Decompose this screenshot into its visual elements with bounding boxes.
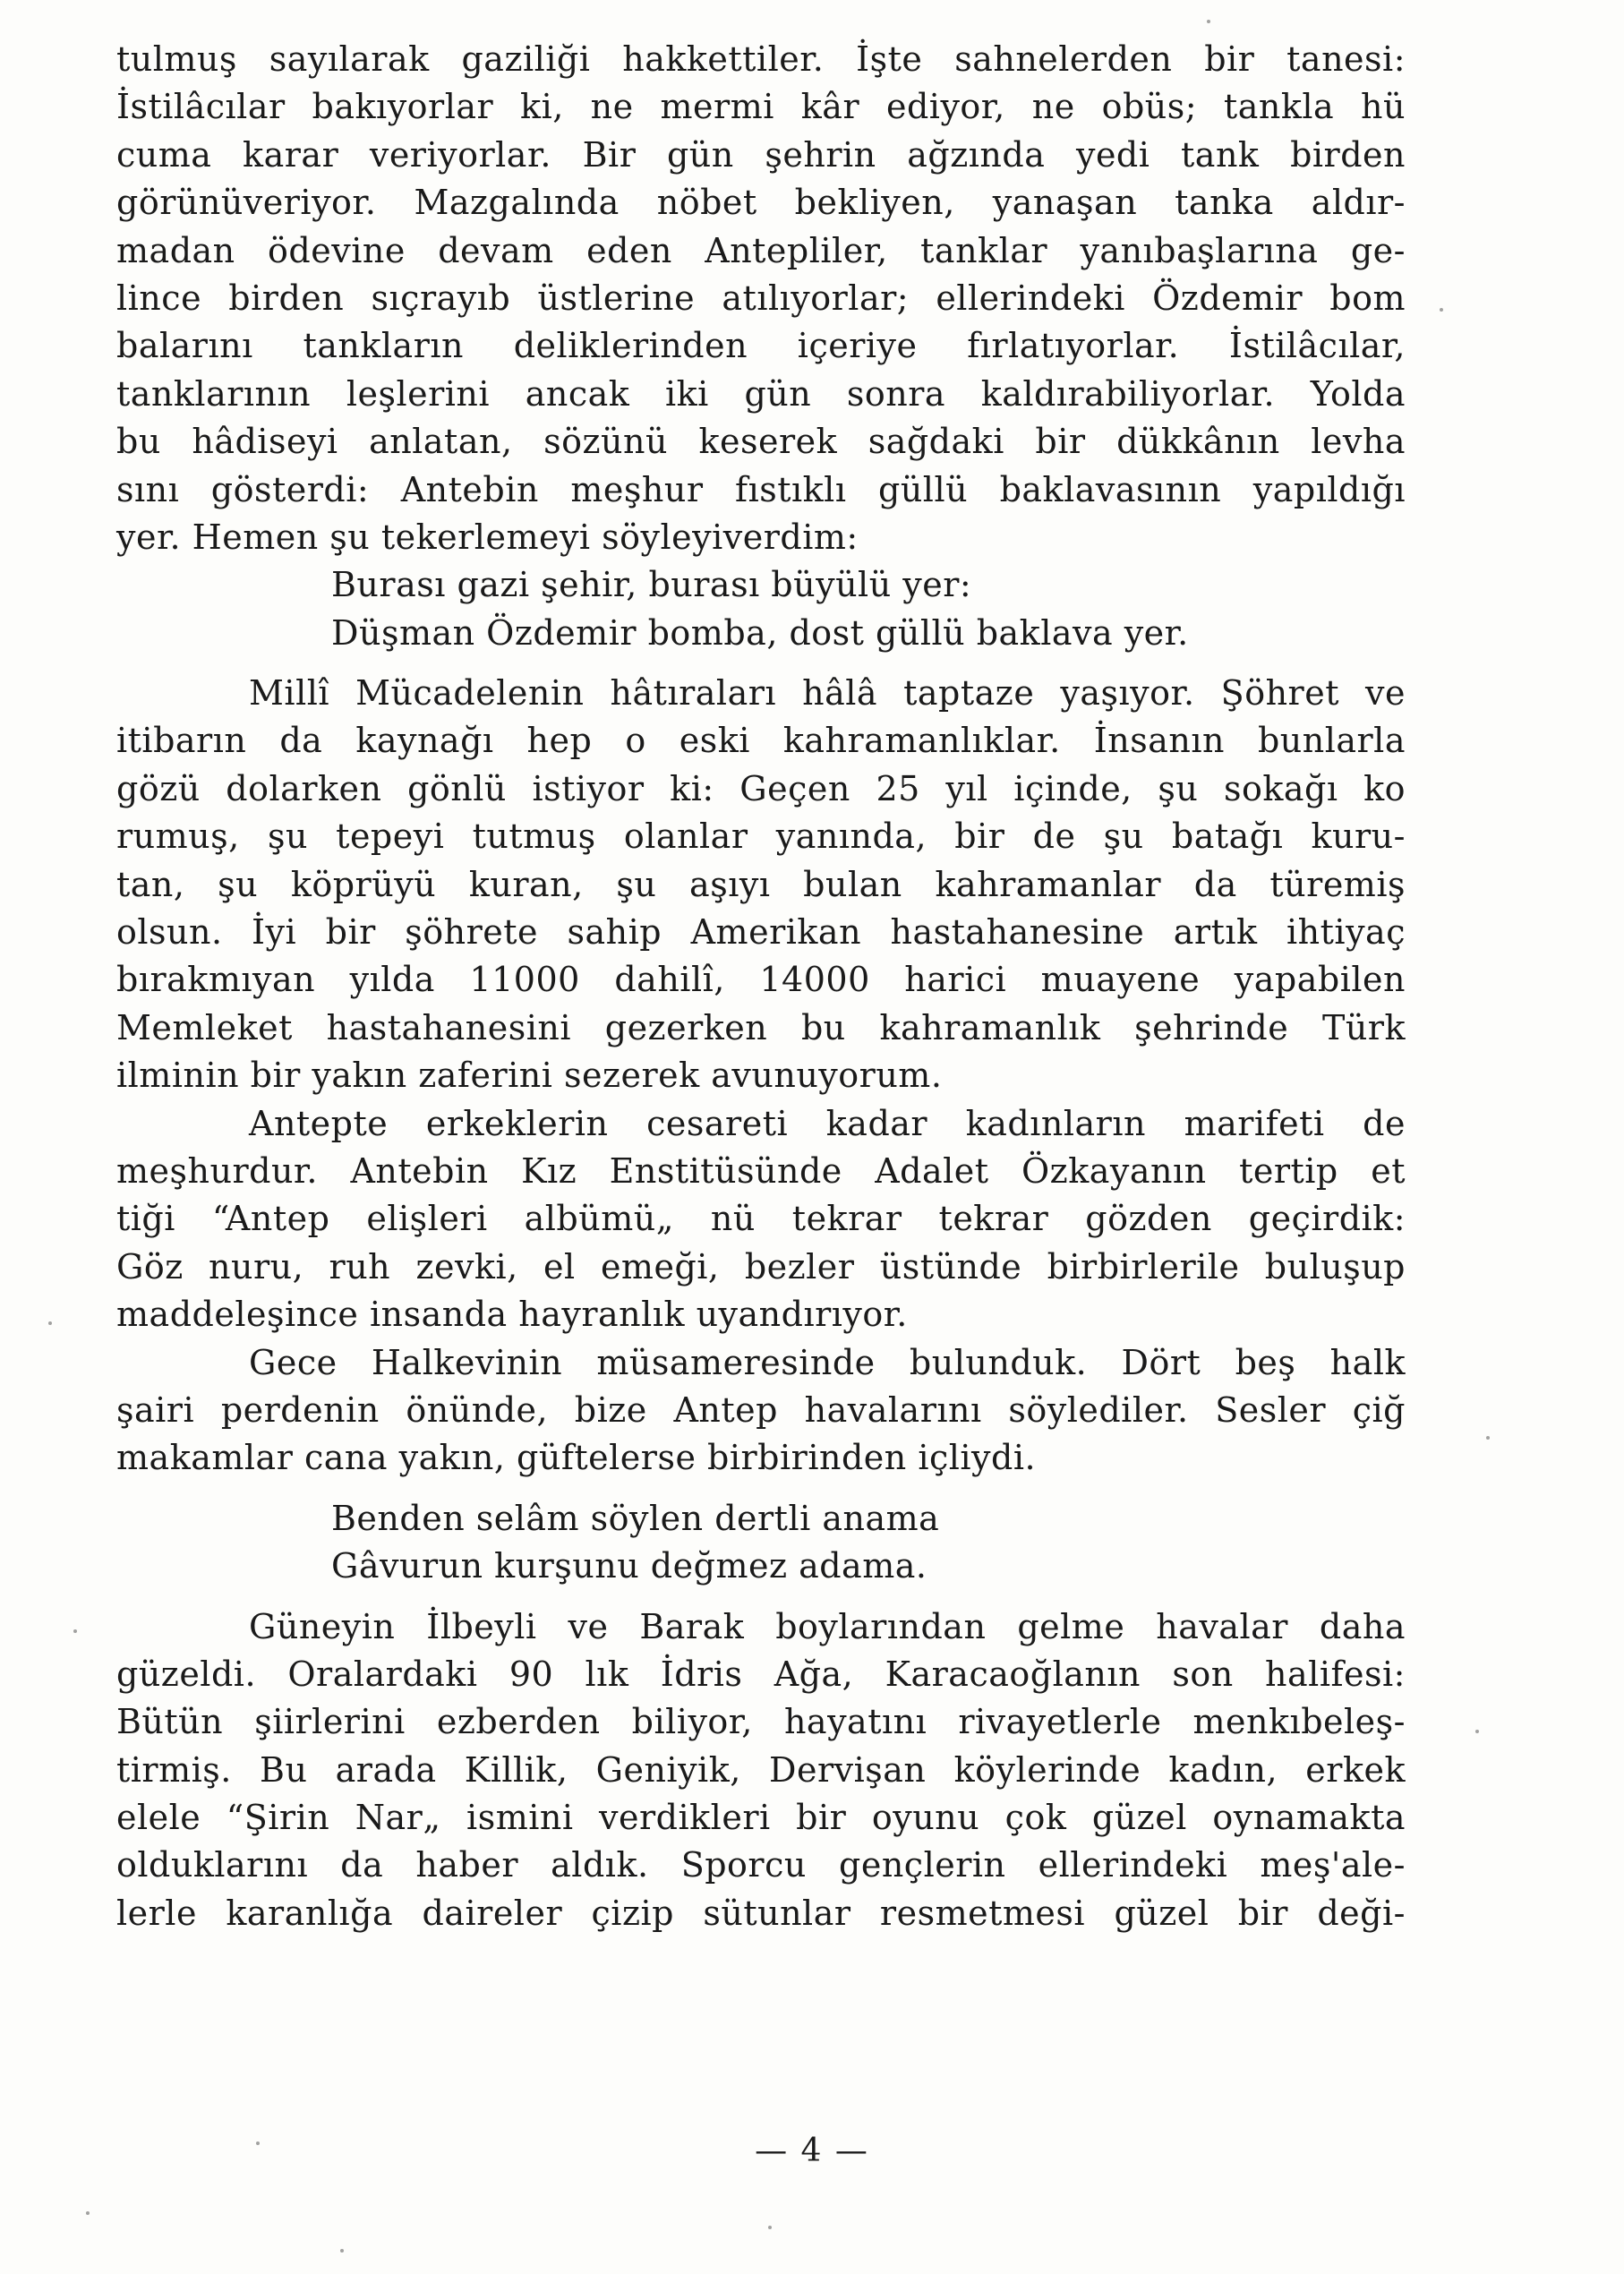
text-line: olsun. İyi bir şöhrete sahip Amerikan hastahanesine artık ihtiyaç [116,912,1406,953]
text-line: ilminin bir yakın zaferini sezerek avunuyorum. [116,1056,943,1096]
text-line: madan ödevine devam eden Antepliler, tanklar yanıbaşlarına ge- [116,230,1406,270]
text-line: Antepte erkeklerin cesareti kadar kadınların marifeti de [249,1103,1406,1143]
text-line: tirmiş. Bu arada Killik, Geniyik, Dervişan köylerinde kadın, erkek [116,1749,1406,1790]
scan-speck [86,2211,90,2215]
scan-speck [340,2249,344,2253]
verse-block [116,561,1406,657]
text-line: makamlar cana yakın, güftelerse birbirinden içliydi. [116,1438,1037,1478]
scan-speck [1486,1436,1490,1440]
verse-line: Düşman Özdemir bomba, dost güllü baklava yer. [331,612,1189,653]
text-line: Bütün şiirlerini ezberden biliyor, hayatını rivayetlerle menkıbeleş- [116,1702,1406,1742]
scan-speck [73,1629,77,1633]
scan-speck [1207,20,1210,23]
text-line: lerle karanlığa daireler çizip sütunlar resmetmesi güzel bir deği- [116,1893,1406,1933]
text-line: rumuş, şu tepeyi tutmuş olanlar yanında, bir de şu batağı kuru- [116,816,1406,857]
scan-speck [48,1321,52,1325]
text-line: gözü dolarken gönlü istiyor ki: Geçen 25 yıl içinde, şu sokağı ko [116,768,1406,808]
verse-block [116,1495,1406,1591]
text-line: meşhurdur. Antebin Kız Enstitüsünde Adalet Özkayanın tertip et [116,1150,1406,1191]
text-line: Göz nuru, ruh zevki, el emeği, bezler üstünde birbirlerile buluşup [116,1246,1406,1287]
text-line: balarını tankların deliklerinden içeriye fırlatıyorlar. İstilâcılar, [116,326,1406,366]
text-line: tulmuş sayılarak gaziliği hakkettiler. İşte sahnelerden bir tanesi: [116,39,1406,79]
text-line: lince birden sıçrayıb üstlerine atılıyorlar; ellerindeki Özdemir bom [116,278,1406,318]
text-line: elele “Şirin Nar„ ismini verdikleri bir oyunu çok güzel oynamakta [116,1798,1406,1838]
body-text [116,36,1406,1937]
text-line: cuma karar veriyorlar. Bir gün şehrin ağzında yedi tank birden [116,134,1406,175]
page-number: — 4 — [755,2133,869,2169]
text-line: bırakmıyan yılda 11000 dahilî, 14000 harici muayene yapabilen [116,960,1406,1000]
text-line: bu hâdiseyi anlatan, sözünü keserek sağdaki bir dükkânın levha [116,422,1406,462]
text-line: maddeleşince insanda hayranlık uyandırıyor. [116,1295,908,1335]
text-line: Memleket hastahanesini gezerken bu kahramanlık şehrinde Türk [116,1007,1406,1047]
text-line: Güneyin İlbeyli ve Barak boylarından gelme havalar daha [249,1606,1406,1646]
text-line: Gece Halkevinin müsameresinde bulunduk. Dört beş halk [249,1342,1406,1382]
text-line: güzeldi. Oralardaki 90 lık İdris Ağa, Karacaoğlanın son halifesi: [116,1654,1406,1694]
scan-speck [768,2226,772,2229]
text-line: itibarın da kaynağı hep o eski kahramanlıklar. İnsanın bunlarla [116,721,1406,761]
verse-line: Benden selâm söylen dertli anama [331,1498,940,1538]
verse-line: Burası gazi şehir, burası büyülü yer: [331,565,972,605]
paragraph [116,1100,1406,1339]
paragraph [116,670,1406,1100]
text-line: yer. Hemen şu tekerlemeyi söyleyiverdim: [116,517,859,557]
text-line: Millî Mücadelenin hâtıraları hâlâ taptaze yaşıyor. Şöhret ve [249,673,1406,714]
text-line: olduklarını da haber aldık. Sporcu gençlerin ellerindeki meş'ale- [116,1845,1406,1885]
scan-speck [1475,1730,1479,1733]
paragraph [116,36,1406,561]
text-line: tan, şu köprüyü kuran, şu aşıyı bulan kahramanlar da türemiş [116,864,1406,904]
verse-line: Gâvurun kurşunu değmez adama. [331,1546,927,1586]
text-line: tiği “Antep elişleri albümü„ nü tekrar tekrar gözden geçirdik: [116,1199,1406,1239]
scan-speck [1440,308,1443,312]
paragraph [116,1339,1406,1483]
text-line: sını gösterdi: Antebin meşhur fıstıklı güllü baklavasının yapıldığı [116,469,1406,509]
text-line: tanklarının leşlerini ancak iki gün sonra kaldırabiliyorlar. Yolda [116,373,1406,414]
scan-speck [256,2141,260,2145]
text-line: görünüveriyor. Mazgalında nöbet bekliyen, yanaşan tanka aldır- [116,183,1406,223]
text-line: İstilâcılar bakıyorlar ki, ne mermi kâr ediyor, ne obüs; tankla hü [116,87,1406,127]
paragraph [116,1603,1406,1938]
text-line: şairi perdenin önünde, bize Antep havalarını söylediler. Sesler çiğ [116,1389,1406,1430]
